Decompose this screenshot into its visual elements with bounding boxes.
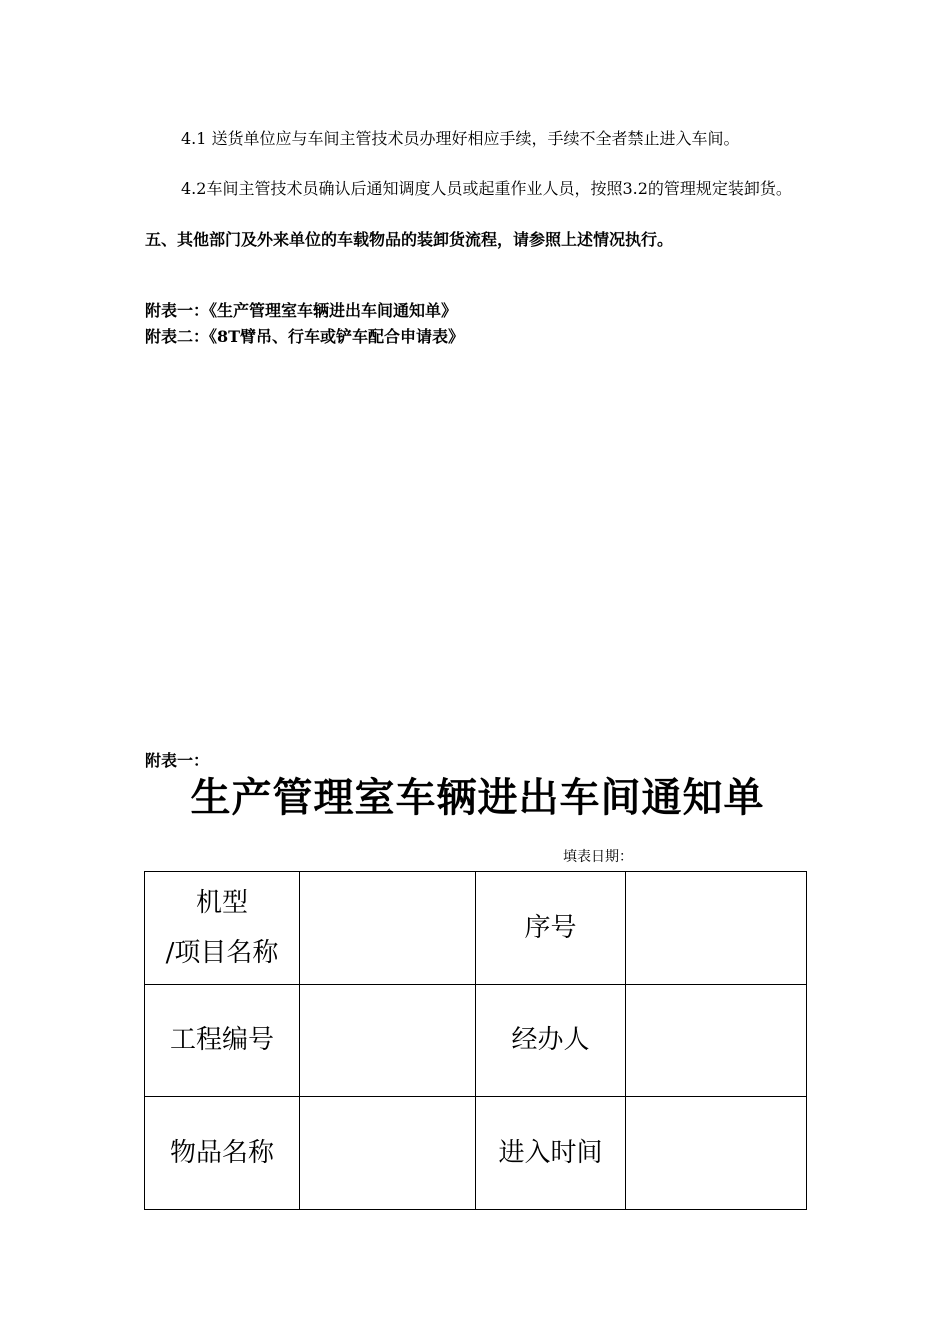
label-cell-item-name: 物品名称: [145, 1097, 300, 1210]
notice-form-table: [144, 871, 807, 1210]
value-cell-serial-number[interactable]: [626, 872, 807, 985]
value-cell-project-number[interactable]: [300, 984, 476, 1097]
attachment-2-reference: 附表二：《8T臂吊、行车或铲车配合申请表》: [145, 327, 465, 346]
label-cell-project-number: 工程编号: [145, 984, 300, 1097]
table-row: [145, 1097, 807, 1210]
value-cell-model-project[interactable]: [300, 872, 476, 985]
label-project-name: /项目名称: [165, 937, 279, 968]
label-cell-entry-time: 进入时间: [476, 1097, 626, 1210]
attachment-1-reference: 附表一：《生产管理室车辆进出车间通知单》: [145, 301, 458, 320]
table-row: [145, 984, 807, 1097]
label-model: 机型: [195, 887, 248, 918]
fill-date-label: 填表日期：: [563, 849, 633, 865]
section-5-heading: 五、其他部门及外来单位的车载物品的装卸货流程，请参照上述情况执行。: [145, 230, 674, 249]
value-cell-item-name[interactable]: [300, 1097, 476, 1210]
label-cell-model-project: [145, 872, 300, 985]
table-row: [145, 872, 807, 985]
value-cell-handler[interactable]: [626, 984, 807, 1097]
paragraph-4-2: 4.2车间主管技术员确认后通知调度人员或起重作业人员，按照3.2的管理规定装卸货。: [181, 179, 792, 198]
label-cell-handler: 经办人: [476, 984, 626, 1097]
value-cell-entry-time[interactable]: [626, 1097, 807, 1210]
paragraph-4-1: 4.1 送货单位应与车间主管技术员办理好相应手续，手续不全者禁止进入车间。: [181, 129, 740, 148]
form-title: 生产管理室车辆进出车间通知单: [190, 775, 765, 821]
form-attachment-label: 附表一：: [145, 751, 210, 770]
label-cell-serial-number: 序号: [476, 872, 626, 985]
